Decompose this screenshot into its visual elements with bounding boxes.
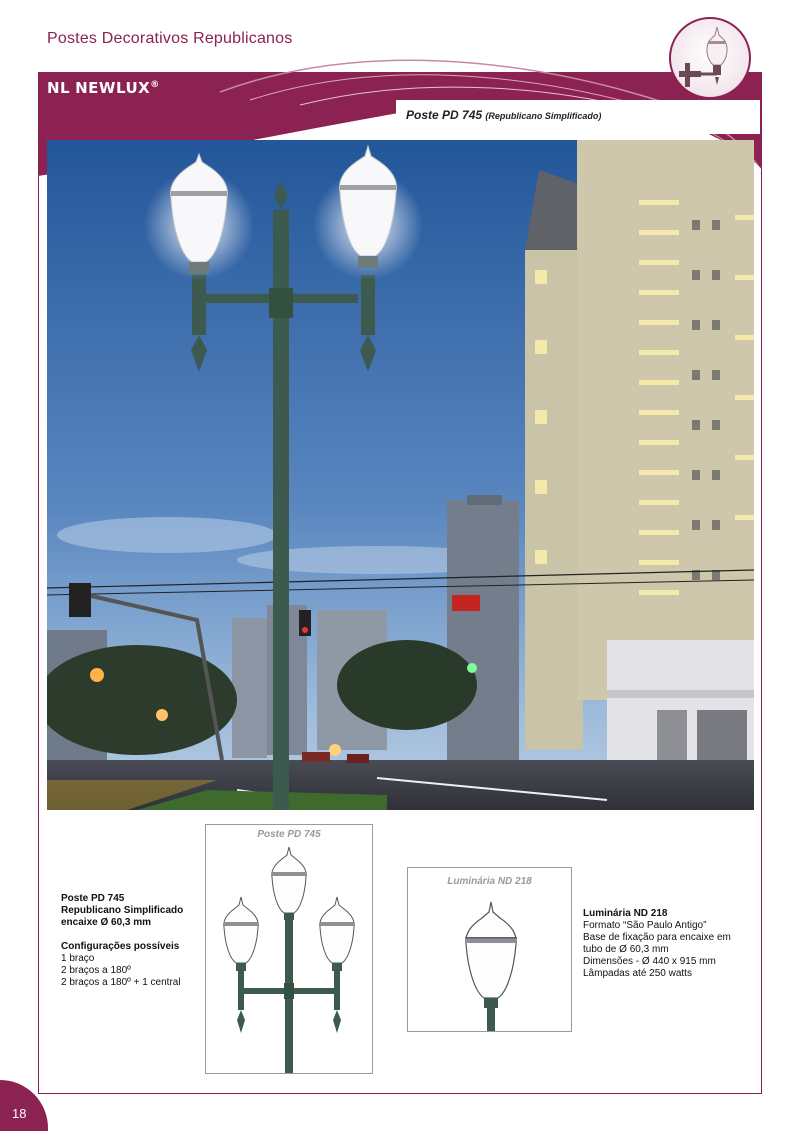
- luminaire-spec-line: Formato “São Paulo Antigo”: [583, 920, 707, 931]
- config-title: Configurações possíveis: [61, 941, 180, 952]
- product-title-sub: (Republicano Simplificado): [485, 111, 602, 121]
- config-item: 2 braços a 180º + 1 central: [61, 977, 181, 988]
- pole-drawing-image: [206, 825, 372, 1073]
- luminaire-box-caption: Luminária ND 218: [447, 876, 532, 887]
- luminaire-spec-text: [583, 908, 753, 980]
- luminaire-drawing-box: [407, 867, 572, 1032]
- luminaire-spec-line: Dimensões - Ø 440 x 915 mm: [583, 956, 716, 967]
- luminaire-spec-line: Lâmpadas até 250 watts: [583, 968, 692, 979]
- product-title-box: [396, 100, 760, 134]
- page-number: 18: [12, 1106, 27, 1121]
- pole-spec-title-3: encaixe Ø 60,3 mm: [61, 917, 152, 928]
- product-title-main: Poste PD 745: [406, 108, 483, 122]
- pole-box-caption: Poste PD 745: [257, 829, 321, 840]
- pole-spec-title-1: Poste PD 745: [61, 893, 125, 904]
- luminaire-spec-title: Luminária ND 218: [583, 908, 668, 919]
- luminaire-spec-line: tubo de Ø 60,3 mm: [583, 944, 669, 955]
- pole-drawing-box: [205, 824, 373, 1074]
- config-item: 1 braço: [61, 953, 95, 964]
- pole-spec-text: [61, 893, 201, 989]
- luminaire-spec-line: Base de fixação para encaixe em: [583, 932, 731, 943]
- config-item: 2 braços a 180º: [61, 965, 131, 976]
- product-photo: [47, 140, 754, 810]
- page-header-title: Postes Decorativos Republicanos: [47, 30, 293, 47]
- luminaire-drawing-image: [408, 868, 571, 1031]
- brand-registered: ®: [150, 80, 160, 90]
- pole-spec-title-2: Republicano Simplificado: [61, 905, 184, 916]
- brand-mark: NL: [47, 79, 71, 97]
- brand-name: NEWLUX: [75, 79, 151, 97]
